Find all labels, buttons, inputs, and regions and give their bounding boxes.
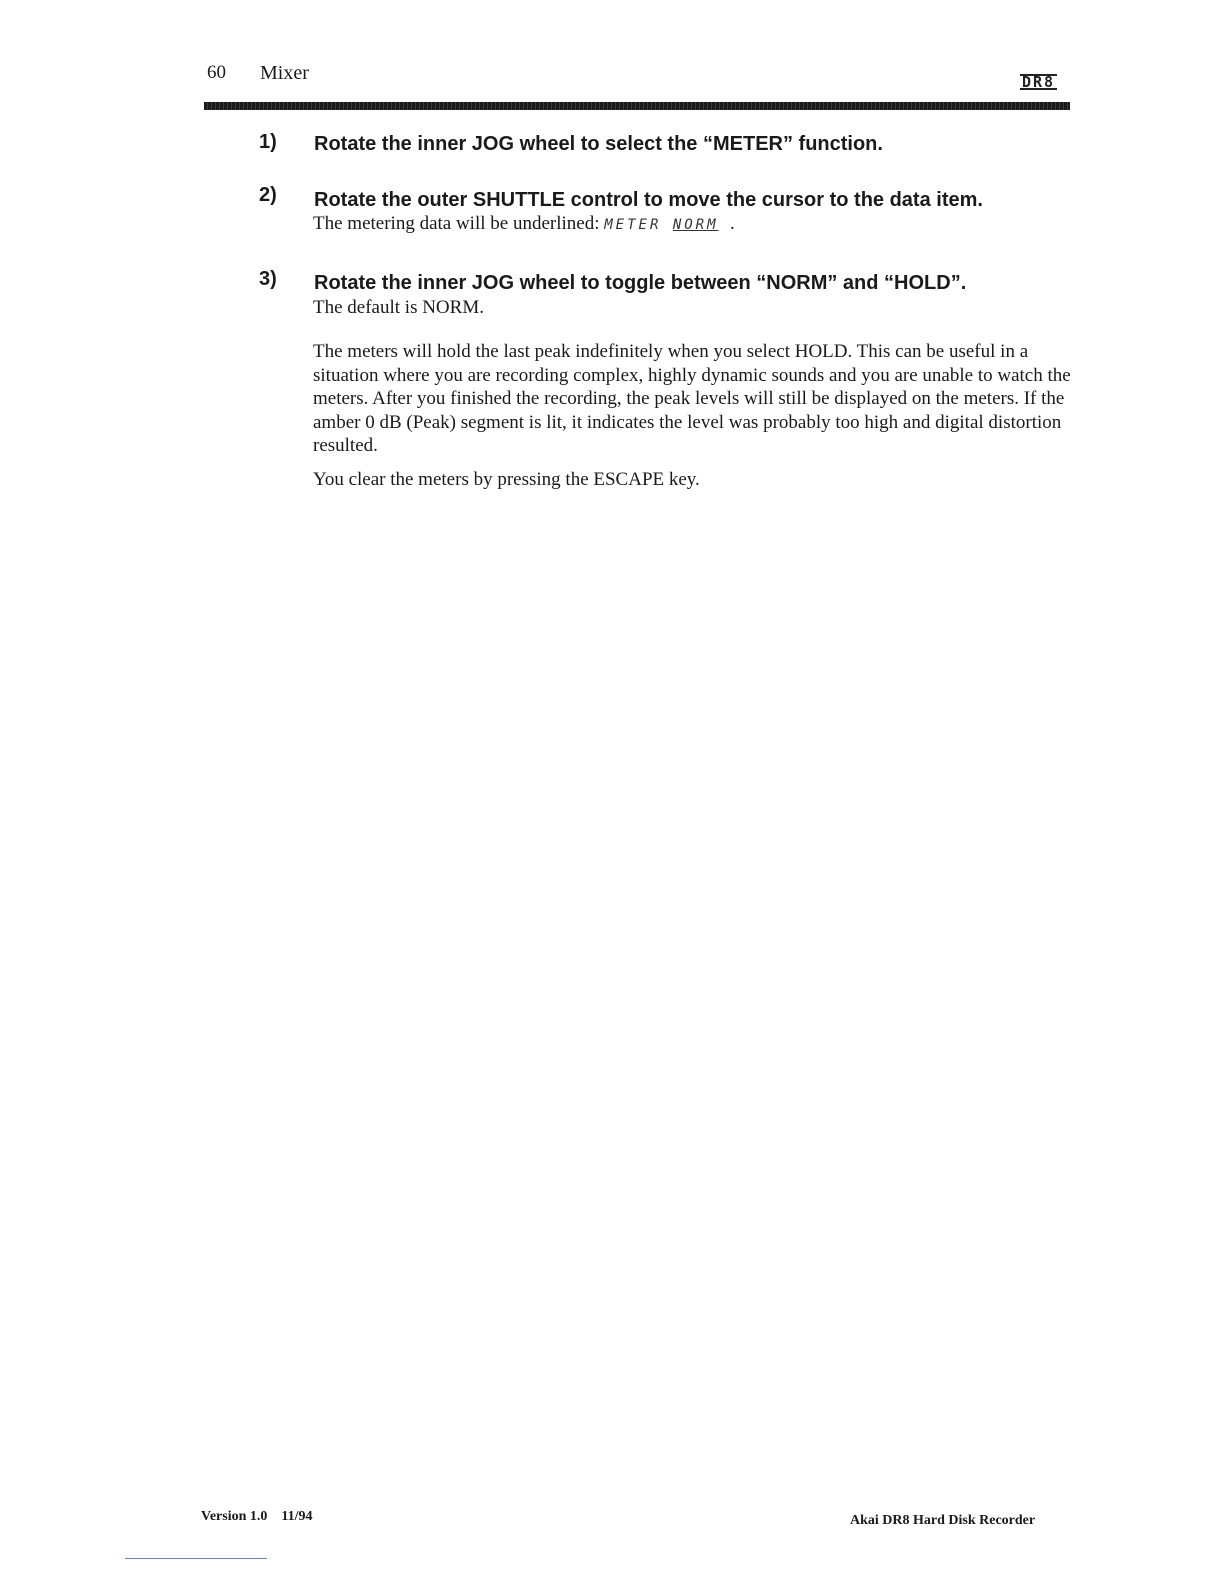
footer-version: Version 1.0 11/94 (201, 1509, 313, 1524)
page-number: 60 (207, 62, 226, 83)
step-2-note-prefix: The metering data will be underlined: (313, 213, 600, 234)
section-title: Mixer (260, 62, 309, 84)
step-2-heading: Rotate the outer SHUTTLE control to move the cursor to the data item. (314, 189, 983, 211)
step-3-clear-note: You clear the meters by pressing the ESCAPE key. (313, 469, 700, 490)
step-3-heading: Rotate the inner JOG wheel to toggle between “NORM” and “HOLD”. (314, 272, 967, 294)
brand-logo: DR8 (1022, 73, 1056, 91)
lcd-label: METER (604, 217, 662, 233)
step-1-heading: Rotate the inner JOG wheel to select the “METER” function. (314, 133, 883, 155)
step-3-paragraph: The meters will hold the last peak indefinitely when you select HOLD. This can be useful in a situation where you are recording complex, highly dynamic sounds and you are unable to watch the meters. After you finished the recording, the peak levels will still be displayed on the meters. If the amber 0 dB (Peak) segment is lit, it indicates the level was probably too high and digital distortion resulted. (313, 341, 1071, 456)
step-2-note-suffix: . (729, 213, 735, 234)
step-2-number: 2) (259, 184, 277, 206)
step-2-note (313, 212, 735, 238)
header-rule (204, 102, 1070, 110)
footer-product: Akai DR8 Hard Disk Recorder (850, 1513, 1036, 1528)
step-3-default-note: The default is NORM. (313, 297, 484, 318)
bottom-divider (125, 1558, 267, 1559)
step-3-number: 3) (259, 268, 277, 290)
lcd-value: NORM (672, 217, 719, 233)
step-1-number: 1) (259, 131, 277, 153)
lcd-readout (604, 217, 730, 233)
